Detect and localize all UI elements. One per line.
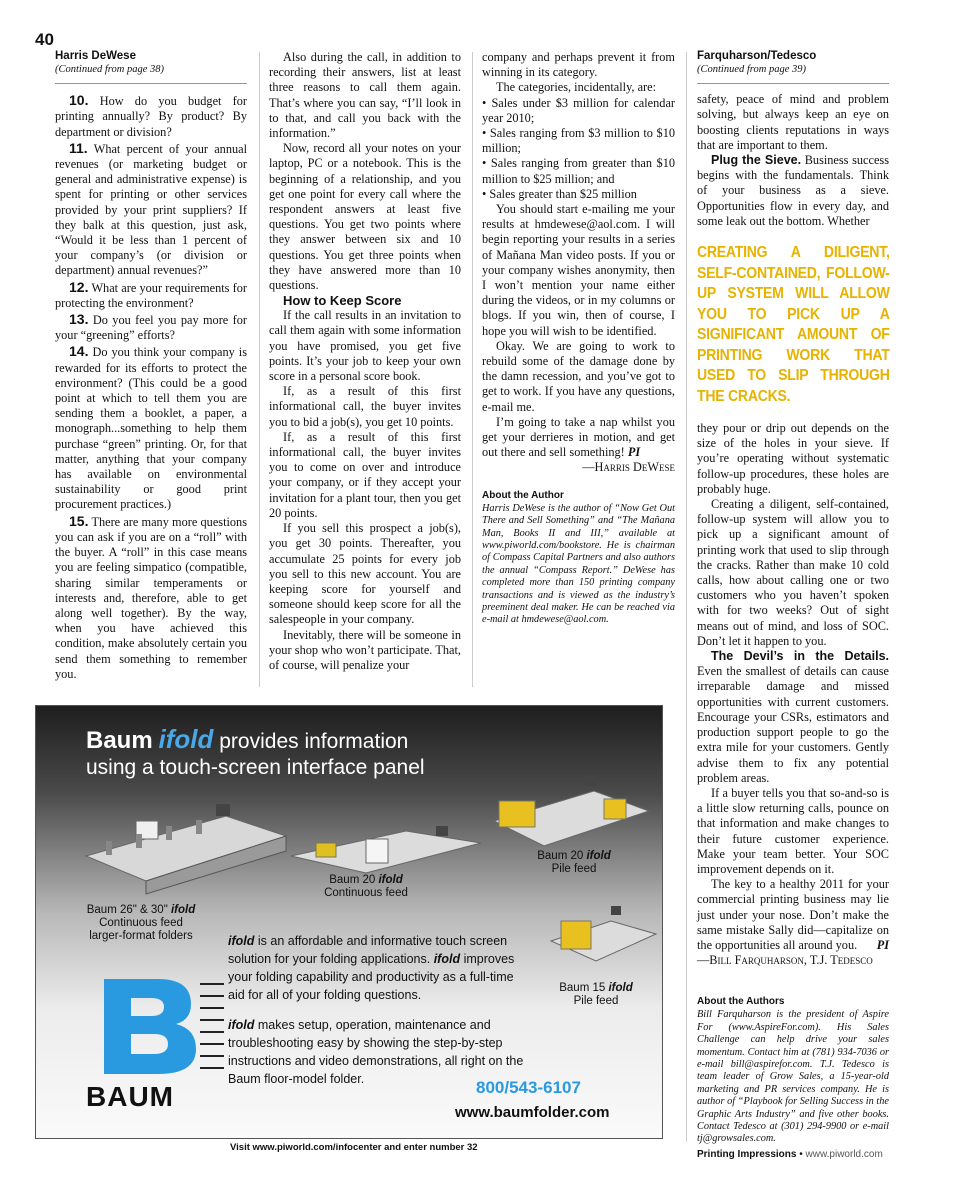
column-divider <box>472 52 473 687</box>
baum-advertisement <box>35 705 663 1139</box>
column-divider <box>259 52 260 687</box>
paragraph-text: I’m going to take a nap whilst you get your derrieres in motion, and get out there and sell something! <box>482 414 675 460</box>
about-authors-heading: About the Authors <box>697 996 785 1008</box>
continued-note: (Continued from page 38) <box>55 62 247 84</box>
caption-product: ifold <box>586 850 611 862</box>
paragraph: If, as a result of this first informational call, the buyer invites you to come on over and introduce your company, or if they accept your invitation for a plant tour, then you get 20 points. <box>269 429 461 520</box>
q-text: What percent of your annual revenues (or marketing budget or general and administrative expense) is spent for printing or other services provided by your print suppliers? If they balk at this question, just ask, “Would it be less than 1 percent of your company’s (or division or department) annual revenues?” <box>55 141 248 278</box>
ad-website: www.baumfolder.com <box>455 1104 610 1121</box>
run-in-head: The Devil’s in the Details. <box>711 649 889 664</box>
caption-15-ifold-pile <box>546 982 646 1008</box>
q-text: Do you think your company is rewarded for its efforts to protect the environment? (This could be a good point at which to tell them you are sending them a booklet, a paper, a monograph...something to help them purchase “green” printing. Or, for that matter, anything that your company has available on environmental sustainability or good print procurement practices.) <box>55 345 247 512</box>
caption-text: Baum 26" & 30" <box>86 904 168 916</box>
ad-product: ifold <box>433 952 461 966</box>
question-12 <box>55 279 247 311</box>
paragraph: The categories, incidentally, are: <box>496 80 657 95</box>
q-number: 10. <box>69 92 89 109</box>
caption-text: Continuous feed <box>324 887 408 899</box>
page-footer <box>697 1149 883 1160</box>
caption-20-ifold-continuous <box>306 874 426 900</box>
paragraph <box>697 153 889 229</box>
caption-text: Pile feed <box>573 995 619 1007</box>
q-text: How do you budget for printing annually? By product? By department or division? <box>55 94 247 139</box>
caption-text: Continuous feed <box>99 917 183 929</box>
q-text: What are your requirements for protecting the environment? <box>55 280 247 310</box>
q-text: There are many more questions you can ask if you are on a “roll” with the buyer. A “roll” in this case means you are feeling simpatico (compatible, sharing similar temperaments or interests and, therefore, able to get along well together). By the way, when you have achieved this condition, make absolutely certain you send them something to remember you. <box>55 514 247 681</box>
paragraph-text: Business success begins with the fundamentals. Think of your business as a sieve. Opportunities flow in every day, and some leak out the bottom. Whether <box>697 153 889 228</box>
pi-mark: PI <box>627 445 641 460</box>
q-number: 11. <box>69 139 88 156</box>
infocenter-line: Visit www.piworld.com/infocenter and enter number 32 <box>230 1142 478 1153</box>
column-header: Harris DeWese <box>55 50 136 62</box>
column-4 <box>697 50 889 1146</box>
folder-machine-large-image <box>76 796 296 896</box>
caption-product: ifold <box>608 982 633 994</box>
paragraph: Okay. We are going to work to rebuild some of the damage done by the damn recession, and you’ve got to get to work. If you have any questions, e-mail me. <box>482 338 675 414</box>
paragraph <box>697 877 889 953</box>
caption-text: Baum 20 <box>329 874 376 886</box>
folder-machine-15-pile-image <box>541 896 661 976</box>
subhead: How to Keep Score <box>283 293 402 309</box>
ad-body-1 <box>228 932 528 1004</box>
page-number: 40 <box>35 30 54 49</box>
folder-machine-20-continuous-image <box>286 821 486 881</box>
paragraph: You should start e-mailing me your results at hmdewese@aol.com. I will begin reporting your results in a series of Mañana Man video posts. If you or your company wishes anonymity, then I won’t mention your name either during the videos, or in my columns or blogs. If you win, then of course, I hope you will wish to be identified. <box>482 202 675 338</box>
paragraph: If, as a result of this first informational call, the buyer invites you to bid a job(s), you get 10 points. <box>269 384 461 429</box>
paragraph: they pour or drip out depends on the size of the holes in your sieve. If you’re operating without systematic follow-up procedures, these holes are probably huge. <box>697 421 889 496</box>
ad-phone: 800/543-6107 <box>476 1078 581 1097</box>
q-text: Do you feel you pay more for your “greening” efforts? <box>55 313 247 343</box>
ad-headline <box>86 726 425 781</box>
question-10 <box>55 92 247 140</box>
footer-url: www.piworld.com <box>805 1149 883 1160</box>
paragraph: Creating a diligent, self-contained, follow-up system will allow you to pick up a significant amount of printing work that used to slip through the cracks. Rather than make 10 cold calls, how about calling one or two customers who you haven’t spoken with for two weeks? Out of sight means out of mind, and loss of SOC. Don’t let it happen to you. <box>697 497 889 648</box>
signature: —Bill Farquharson, T.J. Tedesco <box>697 953 873 968</box>
about-authors-text: Bill Farquharson is the president of Aspire For (www.AspireFor.com). His Sales Challenge can help drive your sales momentum. Contact him at (781) 934-7036 or e-mail bill@aspirefor.com. T.J. Tedesco is team leader of Grow Sales, a 15-year-old marketing and PR services company. He is author of “Playbook for Selling Success in the Graphic Arts Industry” and five other books. Contact Tedesco at (301) 294-9900 or e-mail tj@growsales.com. <box>697 1009 889 1145</box>
footer-brand: Printing Impressions <box>697 1149 797 1160</box>
paragraph: Also during the call, in addition to recording their answers, list at least three reasons to call them again. That’s where you can say, “I’ll look in to that, and call you back with the information.” <box>269 50 461 141</box>
footer-separator: • <box>796 1149 806 1160</box>
caption-text: Pile feed <box>551 863 597 875</box>
caption-product: ifold <box>170 904 196 916</box>
paragraph: safety, peace of mind and problem solving, but always keep an eye on boosting clients reputations in ways that are important to them. <box>697 92 889 152</box>
ad-product: ifold <box>228 934 255 948</box>
ad-headline-part: using a touch-screen interface panel <box>86 756 425 779</box>
pull-quote: CREATING A DILIGENT, SELF-CONTAINED, FOLLOW-UP SYSTEM WILL ALLOW YOU TO PICK UP A SIGNIFICANT AMOUNT OF PRINTING WORK THAT USED TO SLIP THROUGH THE CRACKS. <box>697 244 890 405</box>
column-3 <box>482 50 675 627</box>
caption-text: Baum 15 <box>559 982 606 994</box>
about-author-heading: About the Author <box>482 489 564 501</box>
paragraph-text: The key to a healthy 2011 for your commercial printing business may lie just under your nose. Don’t make the same mistake Sally did—capitalize on the opportunities all around you. <box>697 877 889 952</box>
paragraph: If a buyer tells you that so-and-so is a little slow returning calls, pounce on that information and make changes to their future customer experience. Make your team better. Your SOC improvement depends on it. <box>697 785 889 876</box>
ad-headline-part: provides information <box>219 730 409 753</box>
column-1 <box>55 50 247 682</box>
q-number: 12. <box>69 278 89 295</box>
ad-body-text: makes setup, operation, maintenance and troubleshooting easy by showing the step-by-step instructions and video demonstrations, all right on the Baum floor-model folder. <box>228 1018 524 1086</box>
signature: —Harris DeWese <box>582 460 675 475</box>
bullet-item: • Sales greater than $25 million <box>482 186 637 201</box>
ad-brand: Baum <box>86 727 153 754</box>
paragraph-text: Even the smallest of details can cause irreparable damage and missed opportunities with current customers. Encourage your CSRs, estimators and production support people to go the extra mile for your customers. Gently advise them to fix any potential problem areas. <box>697 664 889 785</box>
about-author-text: Harris DeWese is the author of “Now Get Out There and Sell Something” and “The Mañana Man, Books II and III,” available at www.piworld.com/bookstore. He is chairman of Compass Capital Partners and also authors the annual “Compass Report.” DeWese has completed more than 150 printing company transactions and is viewed as the industry’s preeminent deal maker. He can be reached via e-mail at hmdewese@aol.com. <box>482 502 675 626</box>
run-in-head: Plug the Sieve. <box>711 153 802 168</box>
question-15 <box>55 513 247 682</box>
question-13 <box>55 311 247 343</box>
continued-note: (Continued from page 39) <box>697 62 889 84</box>
pi-mark: PI <box>876 937 889 952</box>
paragraph: company and perhaps prevent it from winning in its category. <box>482 50 675 80</box>
folder-machine-20-pile-image <box>484 771 654 856</box>
baum-logo-icon <box>96 974 226 1079</box>
column-header: Farquharson/Tedesco <box>697 50 817 62</box>
q-number: 13. <box>69 311 89 328</box>
baum-logo-word: BAUM <box>86 1081 174 1112</box>
ad-product: ifold <box>228 1018 255 1032</box>
question-14 <box>55 343 247 512</box>
question-11 <box>55 140 247 279</box>
paragraph <box>697 649 889 786</box>
column-2 <box>269 50 461 673</box>
paragraph: If you sell this prospect a job(s), you get 30 points. Thereafter, you accumulate 25 points for every job you sell to this new account. You are keeping score for yourself and someone should keep score for all the salespeople in your company. <box>269 521 461 627</box>
caption-product: ifold <box>378 874 403 886</box>
ad-product: ifold <box>158 724 214 754</box>
q-number: 14. <box>69 343 89 360</box>
bullet-item: • Sales ranging from $3 million to $10 million; <box>482 126 675 156</box>
ad-body-text: is an affordable and informative touch screen solution for your folding applications. <box>228 934 508 966</box>
caption-text: Baum 20 <box>537 850 584 862</box>
bullet-item: • Sales ranging from greater than $10 million to $25 million; and <box>482 156 675 186</box>
caption-20-ifold-pile <box>524 850 624 876</box>
paragraph: Inevitably, there will be someone in your shop who won’t participate. That, of course, will penalize your <box>269 627 461 672</box>
caption-26-30-ifold <box>76 904 206 943</box>
ad-body-text: improves your folding capability and productivity as a full-time aid for all of your folding questions. <box>228 952 515 1002</box>
q-number: 15. <box>69 512 89 529</box>
paragraph: If the call results in an invitation to call them again with some information you have promised, you get five points. It’s your job to keep your own score in a personal score book. <box>269 308 461 384</box>
paragraph <box>482 415 675 461</box>
caption-text: larger-format folders <box>89 930 193 942</box>
bullet-item: • Sales under $3 million for calendar year 2010; <box>482 95 675 125</box>
paragraph: Now, record all your notes on your laptop, PC or a notebook. This is the beginning of a relationship, and you get one point for every call where the respondent answers at least five questions. You get two points where they answer between six and 10 questions. You get three points when they have answered more than 10 questions. <box>269 141 461 293</box>
column-divider <box>686 52 687 1142</box>
